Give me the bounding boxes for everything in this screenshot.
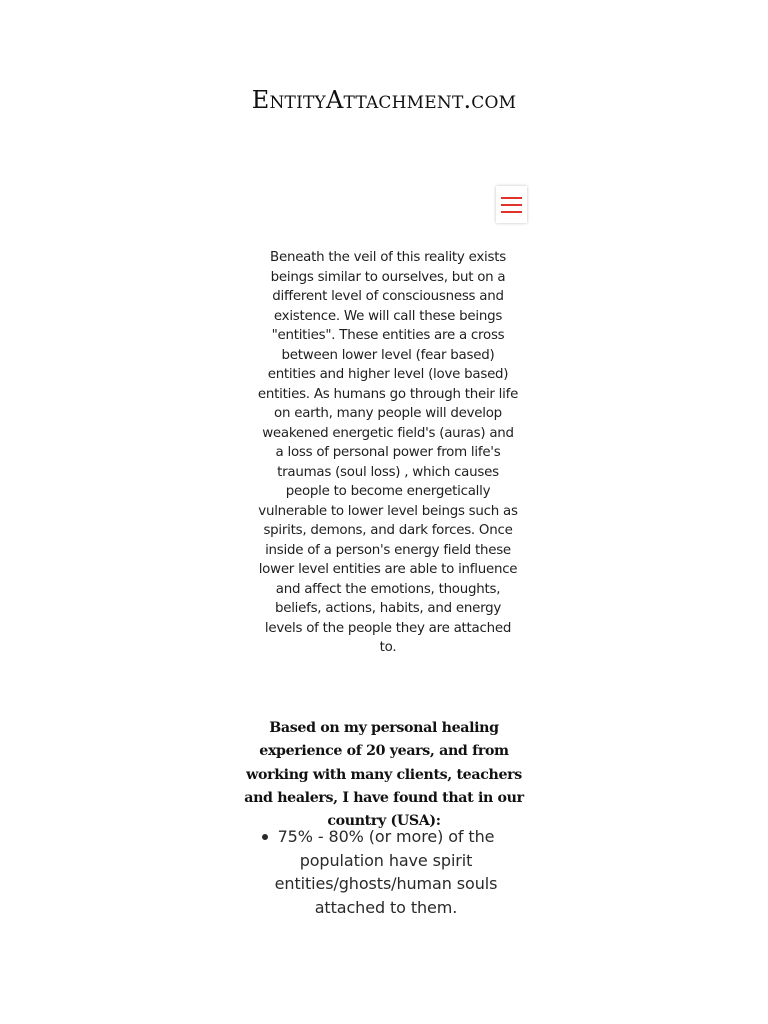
menu-button[interactable] xyxy=(496,186,527,223)
experience-heading: Based on my personal healing experience of 20 years, and from working with many clients, teachers and healers, I have found that in our country (USA): xyxy=(244,720,524,830)
statistic-text: 75% - 80% (or more) of the population have spirit entities/ghosts/human souls attached to them. xyxy=(274,827,498,917)
bullet-icon xyxy=(262,834,268,840)
statistics-list xyxy=(250,825,522,919)
site-title[interactable]: EntityAttachment.com xyxy=(251,86,517,114)
intro-paragraph: Beneath the veil of this reality exists beings similar to ourselves, but on a different level of consciousness and existence. We will call these beings "entities". These entities are a cross between lower level (fear based) entities and higher level (love based) entities. As humans go through their life on earth, many people will develop weakened energetic field's (auras) and a loss of personal power from life's traumas (soul loss) , which causes people to become energetically vulnerable to lower level beings such as spirits, demons, and dark forces. Once inside of a person's energy field these lower level entities are able to influence and affect the emotions, thoughts, beliefs, actions, habits, and energy levels of the people they are attached to. xyxy=(257,250,519,655)
hamburger-menu-icon xyxy=(501,197,522,199)
hamburger-menu-icon-bar xyxy=(501,211,522,213)
hamburger-menu-icon-bar xyxy=(501,204,522,206)
list-item xyxy=(250,825,522,919)
